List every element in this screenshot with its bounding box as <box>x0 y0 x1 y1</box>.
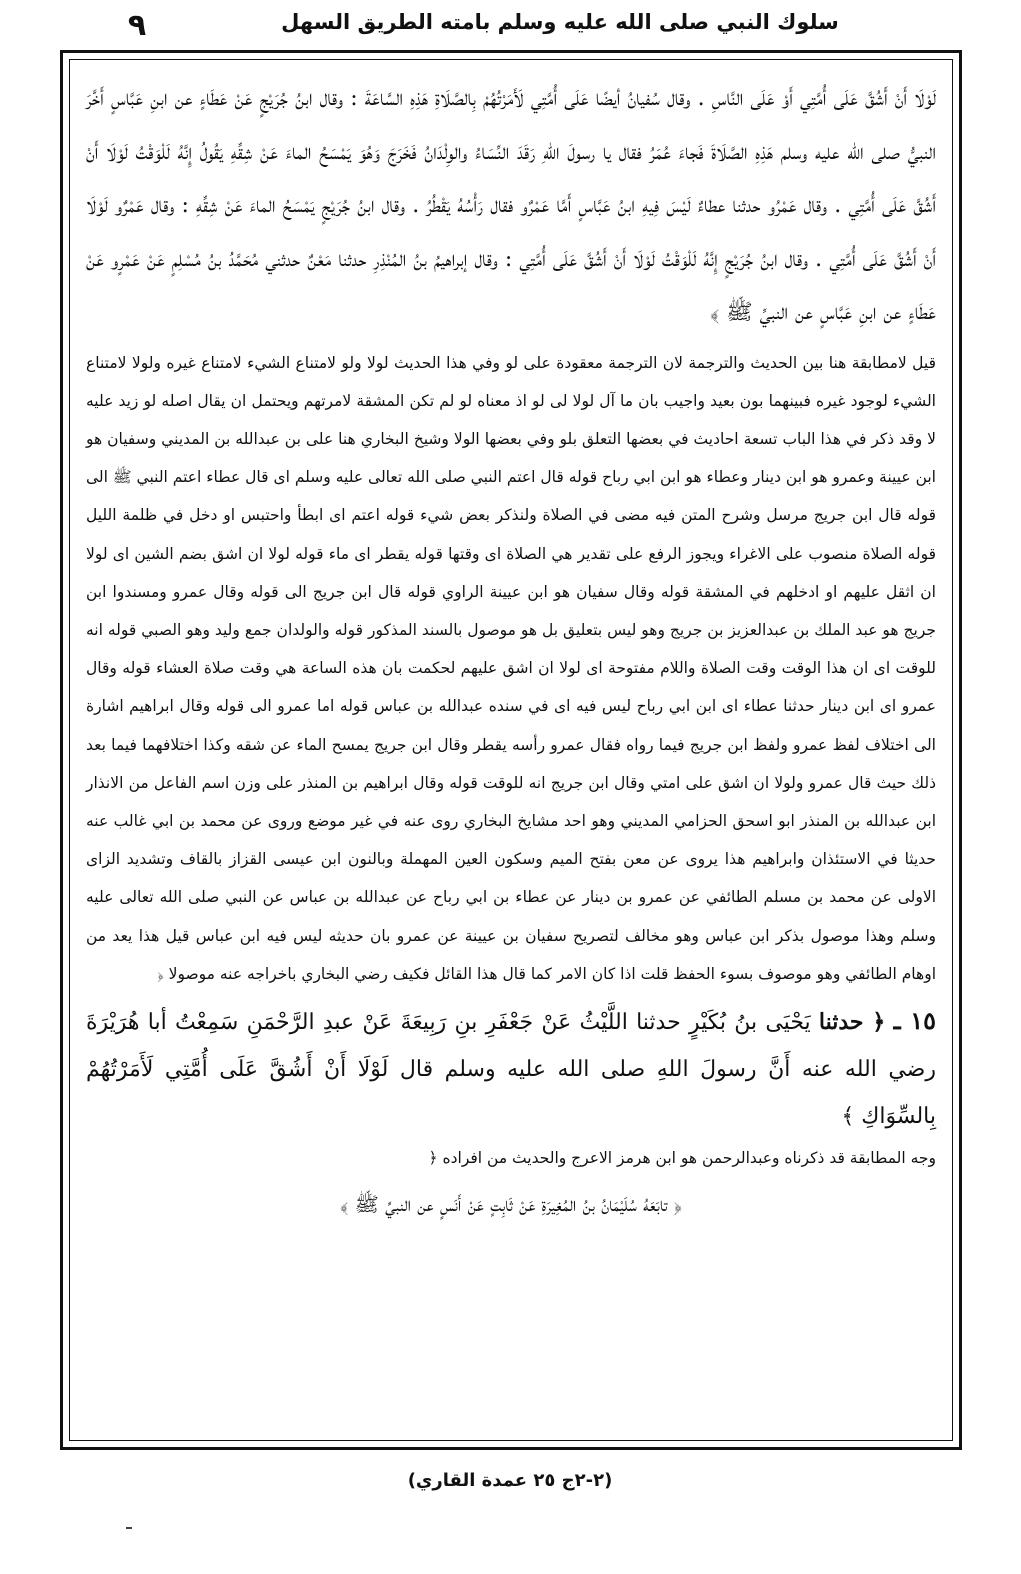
commentary-block: قيل لامطابقة هنا بين الحديث والترجمة لان الترجمة معقودة على لو وفي هذا الحديث لولا ولو لامتناع الشيء لامتناع غيره ولولا لامتناع الشيء لوجود غيره فبينهما بون بعيد واجيب بان ما آل لولا لى لو اذ معناه لو لم تكن المشقة لامرتهم ويحتمل ان يقال اصله لو زيد عليه لا وقد ذكر في هذا الباب تسعة احاديث في بعضها التعلق بلو وفي بعضها الولا وشيخ البخاري هنا على بن عبدالله بن المديني وسفيان هو ابن عيينة وعمرو هو ابن دينار وعطاء هو ابن ابي رباح قوله قال اعتم النبي صلى الله تعالى عليه وسلم اى قال عطاء اعتم النبي ﷺ الى قوله قال ابن جريج مرسل وشرح المتن فيه مضى في الصلاة ولنذكر بعض شيء قوله اعتم اى ابطأ واحتبس او دخل في ظلمة الليل قوله الصلاة منصوب على الاغراء ويجوز الرفع على تقدير هي الصلاة اى وقتها قوله يقطر اى ماء قوله لولا ان اشق بضم الشين اى لولا ان اثقل عليهم او ادخلهم في المشقة قوله وقال سفيان هو ابن عيينة الراوي قوله قال ابن جريج الى قوله وقال عمرو ومسندوا ابن جريج هو عبد الملك بن عبدالعزيز بن جريج وهو ليس بتعليق بل هو موصول بالسند المذكور قوله والولدان جمع وليد وهو الصبي قوله انه للوقت اى ان هذا الوقت وقت الصلاة واللام مفتوحة اى لولا ان اشق عليهم لحكمت بان هذه الساعة هي وقت صلاة العشاء قوله وقال عمرو اى ابن دينار حدثنا عطاء اى ابن ابي رباح ليس فيه اى في سنده عبدالله بن عباس قوله اما عمرو الى قوله وقال ابراهيم اشارة الى اختلاف لفظ عمرو ولفظ ابن جريج فيما رواه فقال عمرو رأسه يقطر وقال ابن جريج يمسح الماء عن شقه وكذا اختلافهما فيما بعد ذلك حيث قال عمرو ولولا ان اشق على امتي وقال ابن جريج انه للوقت قوله وقال ابراهيم بن المنذر على وزن اسم الفاعل من الانذار ابن عبدالله بن المنذر ابو اسحق الحزامي المديني وهو احد مشايخ البخاري روى عنه في غير موضع وروى عن محمد بن ابي غالب عنه حديثا في الاستئذان وابراهيم هذا يروى عن معن بفتح الميم وسكون العين المهملة وبالنون ابن عيسى القزاز بالقاف وتشديد الزاى الاولى عن محمد بن مسلم الطائفي عن عمرو بن دينار عن عطاء بن ابي رباح عن عبدالله بن عباس عن النبي صلى الله تعالى عليه وسلم وهذا موصول بذكر ابن عباس وهو مخالف لتصريح سفيان بن عيينة عن عمرو بان حديثه ليس فيه ابن عباس قيل هذا يعد من اوهام الطائفي وهو موصوف بسوء الحفظ قلت اذا كان الامر كما قال هذا القائل فكيف رضي البخاري باخراجه عنه موصولا ﴿ <box>86 353 936 983</box>
mutabaah-line: ﴿ تابَعَهُ سُلَيْمَانُ بنُ المُغِيرَةِ عَنْ ثَابِتٍ عَنْ أَنَسٍ عن النبيِّ ﷺ ﴾ <box>340 1191 682 1216</box>
hadith-15-text: يَحْيَى بنُ بُكَيْرٍ حدثنا اللَّيْثُ عَنْ جَعْفَرِ بنِ رَبِيعَةَ عَنْ عبدِ الرَّحْمَنِ سَمِعْتُ أبا هُرَيْرَةَ رضي الله عنه أَنَّ رسولَ اللهِ صلى الله عليه وسلم قال لَوْلَا أَنْ أَشُقَّ عَلَى أُمَّتِي لَأَمَرْتُهُمْ بِالسِّوَاكِ ﴾ <box>86 1009 936 1129</box>
hadith-15-block <box>86 997 936 1140</box>
page-number: ٩ <box>127 8 147 43</box>
running-header: سلوك النبي صلى الله عليه وسلم بامته الطريق السهل <box>281 10 839 34</box>
stray-mark <box>126 1527 132 1529</box>
hadith-number: ١٥ ـ <box>893 1005 936 1035</box>
hadith-text-block: لَوْلَا أَنْ أَشُقَّ عَلَى أُمَّتِي أَوْ عَلَى النَّاسِ . وقال سُفيانُ أيضًا عَلَى أُمَّتِي لَأَمَرْتُهُمْ بِالصَّلَاةِ هَذِهِ السَّاعَةَ : وقال ابنُ جُرَيْجٍ عَنْ عَطَاءٍ عن ابنِ عَبَّاسٍ أَخَّرَ النبيُّ صلى الله عليه وسلم هَذِهِ الصَّلَاةَ فَجاءَ عُمَرُ فقال يا رسولَ اللهِ رَقَدَ النِّسَاءُ والوِلْدَانُ فَخَرَجَ وَهُوَ يَمْسَحُ الماءَ عَنْ شِقِّهِ يَقُولُ إِنَّهُ لَلْوَقْتُ لَوْلَا أَنْ أَشُقَّ عَلَى أُمَّتِي . وقال عَمْرُو حدثنا عطاءٌ لَيْسَ فِيهِ ابنُ عَبَّاسٍ أَمَّا عَمْرٌو فقال رَأْسُهُ يَقْطُرُ . وقال ابنُ جُرَيْجٍ يَمْسَحُ الماءَ عَنْ شِقِّهِ : وقال عَمْرٌو لَوْلَا أَنْ أَشُقَّ عَلَى أُمَّتِي . وقال ابنُ جُرَيْجٍ إِنَّهُ لَلْوَقْتُ لَوْلَا أَنْ أَشُقَّ عَلَى أُمَّتِي : وقال إبراهيمُ بنُ المُنْذِرِ حدثنا مَعْنٌ حدثني مُحَمَّدُ بنُ مُسْلِمٍ عَنْ عَمْرٍو عَنْ عَطَاءٍ عن ابنِ عَبَّاسٍ عن النبيِّ ﷺ ﴾ <box>86 86 936 325</box>
narration-marker: ﴿ حدثنا <box>818 1008 886 1035</box>
page-frame-inner <box>69 59 953 1441</box>
hadith-15-commentary: وجه المطابقة قد ذكرناه وعبدالرحمن هو ابن هرمز الاعرج والحديث من افراده ﴿ <box>428 1148 936 1167</box>
footer-signature: (٢-٢ج ٢٥ عمدة القاري) <box>407 1470 613 1491</box>
